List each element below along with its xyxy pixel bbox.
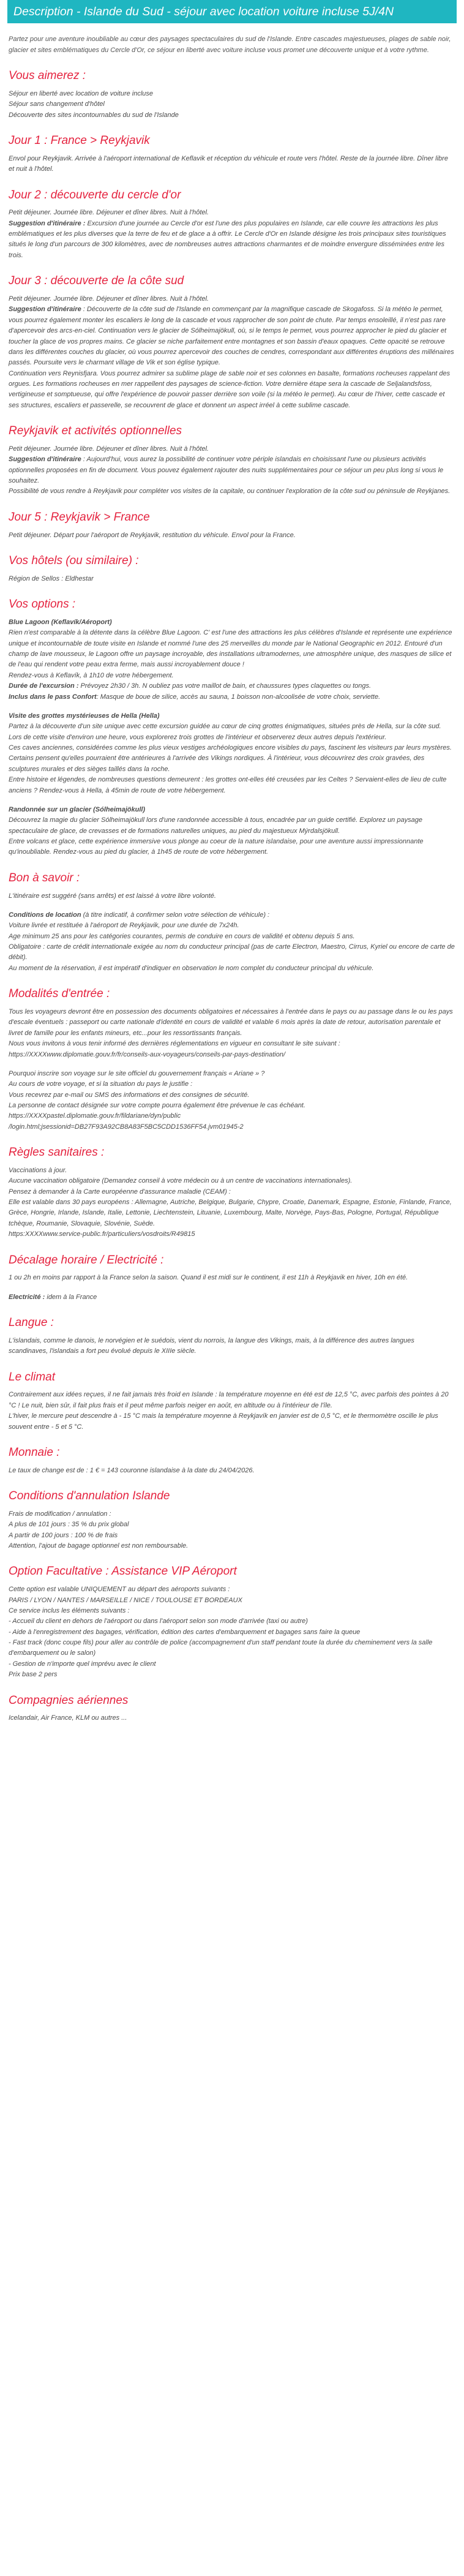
section-title-vip: Option Facultative : Assistance VIP Aéroport [9, 1565, 237, 1578]
langue-text: L'islandais, comme le danois, le norvégien et le suédois, vient du norrois, la langue des Vikings, mais, à la différence des autres langues scandinaves, l'islandais a fort peu évolué depuis le XIIIe siècle. [9, 1336, 414, 1355]
aimerez-list [9, 89, 455, 121]
hotels-text: Région de Sellos : Eldhestar [9, 574, 94, 582]
day2-body [9, 208, 455, 261]
section-title-hotels: Vos hôtels (ou similaire) : [9, 554, 139, 567]
section-title-reykjavik: Reykjavik et activités optionnelles [9, 424, 182, 438]
section-title-aimerez: Vous aimerez : [9, 69, 86, 83]
day2-suggestion [9, 219, 455, 262]
vip-body [9, 1584, 455, 1680]
monnaie-text: Le taux de change est de : 1 € = 143 couronne islandaise à la date du 24/04/2026. [9, 1466, 255, 1474]
sanitaires-text: Pensez à demander à la Carte européenne d'assurance maladie (CEAM) : [9, 1188, 231, 1196]
vip-text: - Gestion de n'importe quel imprévu avec le client [9, 1660, 156, 1668]
climat-text: Contrairement aux idées reçues, il ne fait jamais très froid en Islande : la température moyenne en été est de 12,5 °C, avec parfois des pointes à 20 °C ! Le nuit, bien sûr, il fait plus frais et il peut même parfois neiger en août, en altitude ou à l'intérieur de l'île. [9, 1391, 449, 1409]
day1-text: Envol pour Reykjavik. Arrivée à l'aéroport international de Keflavik et réception du véhicule et route vers l'hôtel. Reste de la journée libre. Dîner libre et nuit à l'hôtel. [9, 154, 448, 173]
section-title-day5: Jour 5 : Reykjavik > France [9, 510, 150, 524]
decalage-body [9, 1273, 455, 1303]
modalites-link: https://XXXXpastel.diplomatie.gouv.fr/fildariane/dyn/public [9, 1112, 181, 1120]
conditions-text: (à titre indicatif, à confirmer selon votre sélection de véhicule) : [81, 911, 270, 919]
vip-text: Prix base 2 pers [9, 1671, 58, 1679]
suggestion-text: : Découverte de la côte sud de l'Islande en commençant par la magnifique cascade de Skogafoss. Si la météo le permet, vous pourrez également monter les escaliers le long de la cascade et vous rapprocher de son point de chute. Par temps ensoleillé, il n'est pas rare d'apercevoir des arcs-en-ciel. Continuation vers le glacier de Sólheimajökull, où, si le temps le permet, vous pourrez approcher le pied du glacier et toucher la glace de vos propres mains. Ce glacier se niche parfaitement entre montagnes et son bassin d'eaux opaques. Cette opacité se retrouve dans les différentes couches du glacier, où vous pourrez apercevoir des couches de cendres, correspondant aux différentes éruptions des millénaires passés. Poursuite vers le charmant village de Vik et son église typique. [9, 306, 454, 367]
modalites-text: La personne de contact désignée sur votre compte pourra également être prévenue le cas échéant. [9, 1102, 305, 1110]
suggestion-label: Suggestion d'itinéraire [9, 306, 81, 314]
day3-line: Petit déjeuner. Journée libre. Déjeuner et dîner libres. Nuit à l'hôtel. [9, 295, 209, 303]
conditions-line: Age minimum 25 ans pour les catégories courantes, permis de conduire en cours de validité et obtenu depuis 5 ans. [9, 932, 355, 940]
conditions-line: Voiture livrée et restituée à l'aéroport de Reykjavik, pour une durée de 7x24h. [9, 922, 239, 930]
section-title-climat: Le climat [9, 1370, 56, 1384]
duration-text: Prévoyez 2h30 / 3h. N oubliez pas votre maillot de bain, et chaussures types claquettes ou tongs. [78, 682, 372, 690]
option-title-hella: Visite des grottes mystérieuses de Hella (Hella) [9, 712, 160, 720]
option-text: Entre histoire et légendes, de nombreuses questions demeurent : les grottes ont-elles été creusées par les Celtes ? Servaient-elles de lieu de culte anciens ? Rendez-vous à Hella, à 45min de route de votre hébergement. [9, 776, 447, 794]
electricite-value: idem à la France [45, 1293, 97, 1301]
section-title-sanitaires: Règles sanitaires : [9, 1146, 105, 1159]
annulation-text: A plus de 101 jours : 35 % du prix global [9, 1521, 129, 1529]
day2-line: Petit déjeuner. Journée libre. Déjeuner et dîner libres. Nuit à l'hôtel. [9, 209, 209, 217]
modalites-link: /login.html;jsessionid=DB27F93A92CB8A83F5BC5CDD1536FF54.jvm01945-2 [9, 1123, 244, 1131]
option-included [9, 692, 455, 702]
included-text: : Masque de boue de silice, accès au sauna, 1 boisson non-alcoolisée de votre choix, serviette. [96, 693, 381, 701]
day3-suggestion [9, 304, 455, 368]
modalites-text: Tous les voyageurs devront être en possession des documents obligatoires et nécessaires à l'entrée dans le pays ou au passage dans le ou les pays d'escale éventuels : passeport ou carte nationale d'identité en cours de validité et valable 6 mois après la date de retour, autorisation parentale et livret de famille pour les enfants mineurs, etc...pour les ressortissants français. [9, 1008, 453, 1037]
option-text: Ces caves anciennes, considérées comme les plus vieux vestiges archéologiques encore visibles du pays, fascinent les visiteurs par leurs mystères. Certains pensent qu'elles pourraient être antérieures à l'arrivée des Vikings nordiques. À l'intérieur, vous découvrirez des croix gravées, des sculptures murales et des sièges taillés dans la roche. [9, 744, 452, 773]
savoir-text: L'itinéraire est suggéré (sans arrêts) et est laissé à votre libre volonté. [9, 892, 216, 900]
annulation-text: A partir de 100 jours : 100 % de frais [9, 1531, 118, 1539]
option-text: Partez à la découverte d'un site unique avec cette excursion guidée au cœur de cinq grottes énigmatiques, situées près de Hella, sur la côte sud. Lors de cette visite d'environ une heure, vous explorerez trois grottes de l'intérieur et observerez deux autres depuis l'extérieur. [9, 723, 441, 741]
vip-text: - Fast track (donc coupe fils) pour aller au contrôle de police (accompagnement d'un staff pendant toute la durée du cheminement vers la salle d'embarquement ou le salon) [9, 1639, 433, 1657]
modalites-text: Au cours de votre voyage, et si la situation du pays le justifie : [9, 1080, 193, 1088]
savoir-body [9, 891, 455, 974]
option-title-glacier: Randonnée sur un glacier (Sólheimajökull) [9, 805, 146, 813]
climat-body [9, 1390, 455, 1433]
section-title-options: Vos options : [9, 598, 76, 611]
suggestion-text: Excursion d'une journée au Cercle d'or est l'une des plus populaires en Islande, car elle couvre les attractions les plus emblématiques et les plus diverses que la terre de feu et de glace a à offrir. Le Cercle d'Or en Islande désigne les trois principaux sites touristiques situés le long d'un parcours de 300 kilomètres, avec de nombreuses autres attractions charmantes et de moindre envergure disséminées entre les trois. [9, 219, 446, 259]
section-title-compagnies: Compagnies aériennes [9, 1693, 129, 1707]
options-body [9, 617, 455, 858]
list-item: Séjour en liberté avec location de voiture incluse [9, 89, 154, 97]
section-title-monnaie: Monnaie : [9, 1445, 60, 1459]
annulation-text: Frais de modification / annulation : [9, 1510, 111, 1518]
decalage-text: 1 ou 2h en moins par rapport à la France selon la saison. Quand il est midi sur le continent, il est 11h à Reykjavik en hiver, 10h en été. [9, 1274, 408, 1282]
option-text: Rendez-vous à Keflavík, à 1h10 de votre hébergement. [9, 671, 174, 679]
modalites-body [9, 1007, 455, 1132]
duration-label: Durée de l'excursion : [9, 682, 79, 690]
option-title-blue-lagoon: Blue Lagoon (Keflavík/Aéroport) [9, 618, 112, 626]
suggestion-label: Suggestion d'itinéraire : [9, 219, 86, 227]
section-title-day2: Jour 2 : découverte du cercle d'or [9, 188, 181, 201]
sanitaires-body [9, 1166, 455, 1240]
section-title-decalage: Décalage horaire / Electricité : [9, 1253, 164, 1267]
suggestion-text: : Aujourd'hui, vous aurez la possibilité de continuer votre périple islandais en choisissant l'une ou plusieurs activités optionnelles proposées en fin de document. Vous pouvez également rajouter des nuits supplémentaires pour ce séjour un peu plus long si vous le souhaitez. [9, 456, 444, 485]
vip-text: Cette option est valable UNIQUEMENT au départ des aéroports suivants : [9, 1586, 230, 1594]
conditions-heading [9, 910, 455, 921]
reykjavik-body [9, 444, 455, 497]
list-item: Découverte des sites incontournables du sud de l'Islande [9, 111, 179, 119]
section-title-modalites: Modalités d'entrée : [9, 987, 110, 1001]
sanitaires-text: Aucune vaccination obligatoire (Demandez conseil à votre médecin ou à un centre de vaccinations internationales). [9, 1177, 353, 1185]
option-duration [9, 681, 455, 691]
reykjavik-line: Petit déjeuner. Journée libre. Déjeuner et dîner libres. Nuit à l'hôtel. [9, 445, 209, 453]
included-label: Inclus dans le pass Confort [9, 693, 97, 701]
suggestion-label: Suggestion d'itinéraire [9, 456, 81, 464]
section-title-day1: Jour 1 : France > Reykjavik [9, 134, 150, 147]
sanitaires-text: Elle est valable dans 30 pays européens : Allemagne, Autriche, Belgique, Bulgarie, Chypre, Croatie, Danemark, Espagne, Estonie, Finlande, France, Grèce, Hongrie, Irlande, Islande, Italie, Lettonie, Liechtenstein, Lituanie, Luxembourg, Malte, Norvège, Pays-Bas, Pologne, Portugal, République tchèque, Roumanie, Slovaquie, Slovénie, Suède. [9, 1199, 452, 1227]
section-title-langue: Langue : [9, 1316, 54, 1330]
sanitaires-text: Vaccinations à jour. [9, 1166, 67, 1174]
conditions-label: Conditions de location [9, 911, 81, 919]
vip-text: PARIS / LYON / NANTES / MARSEILLE / NICE / TOULOUSE ET BORDEAUX [9, 1596, 242, 1604]
day3-more: Continuation vers Reynisfjara. Vous pourrez admirer sa sublime plage de sable noir et ses colonnes en basalte, formations rocheuses rappelant des orgues. Les formations rocheuses en mer rappellent des paysages de science-fiction. Votre dernière étape sera la cascade de Seljalandsfoss, vertigineuse et somptueuse, qui offre l'expérience de pouvoir passer derrière son voile (si la météo le permet). Au cœur de l'hiver, cette cascade et ses structures, escaliers et passerelle, se recouvrent de glace et donnent un aspect irréel à cette sublime cascade. [9, 369, 451, 409]
modalites-text: Vous recevrez par e-mail ou SMS des informations et des consignes de sécurité. [9, 1091, 250, 1099]
conditions-line: Obligatoire : carte de crédit internationale exigée au nom du conducteur principal (pas de carte Electron, Maestro, Cirrus, Kyriel ou encore de carte de débit). [9, 943, 455, 962]
intro-text: Partez pour une aventure inoubliable au cœur des paysages spectaculaires du sud de l'Islande. Entre cascades majestueuses, plages de sable noir, glacier et sites emblématiques du Cercle d'Or, ce séjour en liberté avec voiture incluse vous promet une découverte unique et à votre rythme. [9, 36, 451, 54]
annulation-body [9, 1509, 455, 1552]
page-title-banner [7, 0, 457, 23]
annulation-text: Attention, l'ajout de bagage optionnel est non remboursable. [9, 1542, 189, 1550]
day3-body [9, 294, 455, 411]
electricite-text [9, 1292, 455, 1303]
climat-text: L'hiver, le mercure peut descendre à - 15 °C mais la température moyenne à Reykjavík en janvier est de 0,5 °C, et le thermomètre oscille le plus souvent entre - 5 et 5 °C. [9, 1412, 438, 1431]
list-item: Séjour sans changement d'hôtel [9, 100, 105, 108]
day5-text: Petit déjeuner. Départ pour l'aéroport de Reykjavik, restitution du véhicule. Envol pour la France. [9, 531, 296, 539]
vip-text: - Accueil du client en dehors de l'aéroport ou dans l'aéroport selon son mode d'arrivée (taxi ou autre) [9, 1618, 308, 1625]
vip-text: Ce service inclus les éléments suivants : [9, 1606, 130, 1614]
option-text: Découvrez la magie du glacier Sólheimajökull lors d'une randonnée accessible à tous, encadrée par un guide certifié. Explorez un paysage spectaculaire de glace, de crevasses et de formations naturelles uniques, au pied du majestueux Mýrdalsjökull. [9, 816, 422, 835]
compagnies-text: Icelandair, Air France, KLM ou autres ... [9, 1714, 127, 1722]
vip-text: - Aide à l'enregistrement des bagages, vérification, édition des cartes d'embarquement et bagages sans faire la queue [9, 1628, 361, 1636]
modalites-text: Pourquoi inscrire son voyage sur le site officiel du gouvernement français « Ariane » ? [9, 1069, 265, 1077]
section-title-savoir: Bon à savoir : [9, 871, 80, 884]
reykjavik-more: Possibilité de vous rendre à Reykjavik pour compléter vos visites de la capitale, ou continuer l'exploration de la côte sud ou péninsule de Reykjanes. [9, 488, 451, 495]
page-title: Description - Islande du Sud - séjour avec location voiture incluse 5J/4N [13, 5, 394, 18]
section-title-annulation: Conditions d'annulation Islande [9, 1489, 170, 1503]
sanitaires-link: https:XXXXwww.service-public.fr/particuliers/vosdroits/R49815 [9, 1230, 195, 1238]
option-text: Rien n'est comparable à la détente dans la célèbre Blue Lagoon. C' est l'une des attractions les plus célèbres d'Islande et représente une expérience unique et incontournable de toute visite en Islande et nommé l'une des 25 merveilles du monde par le National Geographic en 2012. Entouré d'un champ de lave mousseux, le Lagoon offre un paysage incroyable, des installations ultramodernes, une atmosphère unique, des masques de silice et de l'eau qui rendent votre peau extra ferme, mais aussi incroyablement douce ! [9, 629, 452, 669]
section-title-day3: Jour 3 : découverte de la côte sud [9, 274, 184, 288]
modalites-text: Nous vous invitons à vous tenir informé des dernières réglementations en vigueur en consultant le site suivant : https://XXXXwww.diplomatie.gouv.fr/fr/conseils-aux-voyageurs/conseils-par-pays-destination/ [9, 1040, 340, 1058]
reykjavik-suggestion [9, 454, 455, 486]
electricite-label: Electricité : [9, 1293, 45, 1301]
conditions-line: Au moment de la réservation, il est impératif d'indiquer en observation le nom complet du conducteur principal du véhicule. [9, 964, 374, 972]
option-text: Entre volcans et glace, cette expérience immersive vous plonge au coeur de la nature islandaise, pour une aventure aussi impressionnante qu'inoubliable. Rendez-vous au pied du glacier, à 1h45 de route de votre hébergement. [9, 838, 424, 856]
